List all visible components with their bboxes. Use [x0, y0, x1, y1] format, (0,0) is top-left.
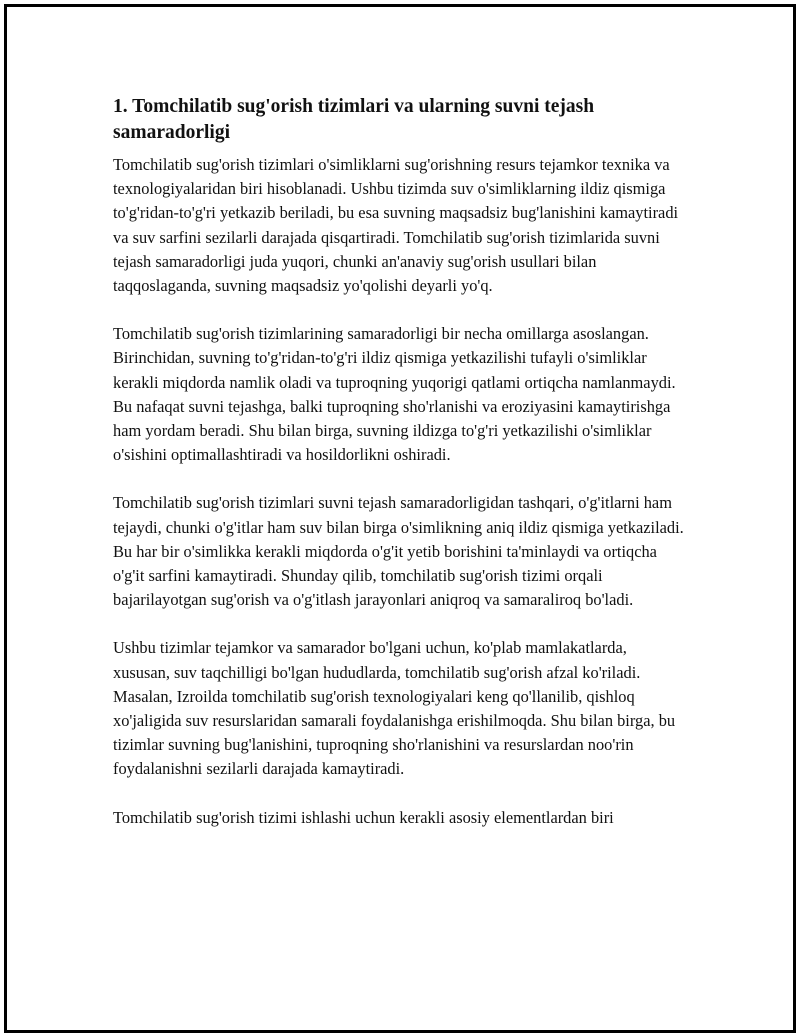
section-heading: 1. Tomchilatib sug'orish tizimlari va ularning suvni tejash samaradorligi [113, 96, 595, 143]
document-body [113, 94, 685, 854]
paragraph-2: Tomchilatib sug'orish tizimlarining samaradorligi bir necha omillarga asoslangan. Birinchidan, suvning to'g'ridan-to'g'ri ildiz qismiga yetkazilishi tufayli o'simliklar kerakli miqdorda namlik oladi va tuproqning yuqorigi qatlami ortiqcha namlanmaydi. Bu nafaqat suvni tejashga, balki tuproqning sho'rlanishi va eroziyasini kamaytirishga ham yordam beradi. Shu bilan birga, suvning ildizga to'g'ri yetkazilishi o'simliklar o'sishini optimallashtiradi va hosildorlikni oshiradi. [113, 324, 676, 465]
paragraph-1: Tomchilatib sug'orish tizimlari o'simliklarni sug'orishning resurs tejamkor texnika va texnologiyalaridan biri hisoblanadi. Ushbu tizimda suv o'simliklarning ildiz qismiga to'g'ridan-to'g'ri yetkazib beriladi, bu esa suvning maqsadsiz bug'lanishini kamaytiradi va suv sarfini sezilarli darajada qisqartiradi. Tomchilatib sug'orish tizimlarida suvni tejash samaradorligi juda yuqori, chunki an'anaviy sug'orish usullari bilan taqqoslaganda, suvning maqsadsiz yo'qolishi deyarli yo'q. [113, 155, 679, 296]
paragraph-5: Tomchilatib sug'orish tizimi ishlashi uchun kerakli asosiy elementlardan biri [113, 807, 614, 827]
paragraph-3: Tomchilatib sug'orish tizimlari suvni tejash samaradorligidan tashqari, o'g'itlarni ham tejaydi, chunki o'g'itlar ham suv bilan birga o'simlikning aniq ildiz qismiga yetkaziladi. Bu har bir o'simlikka kerakli miqdorda o'g'it yetib borishini ta'minlaydi va ortiqcha o'g'it sarfini kamaytiradi. Shunday qilib, tomchilatib sug'orish tizimi orqali bajarilayotgan sug'orish va o'g'itlash jarayonlari aniqroq va samaraliroq bo'ladi. [113, 493, 684, 610]
paragraph-4: Ushbu tizimlar tejamkor va samarador bo'lgani uchun, ko'plab mamlakatlarda, xususan, suv taqchilligi bo'lgan hududlarda, tomchilatib sug'orish afzal ko'riladi. Masalan, Izroilda tomchilatib sug'orish texnologiyalari keng qo'llanilib, qishloq xo'jaligida suv resurslaridan samarali foydalanishga erishilmoqda. Shu bilan birga, bu tizimlar suvning bug'lanishini, tuproqning sho'rlanishini va resurslardan noo'rin foydalanishni sezilarli darajada kamaytiradi. [113, 638, 676, 779]
